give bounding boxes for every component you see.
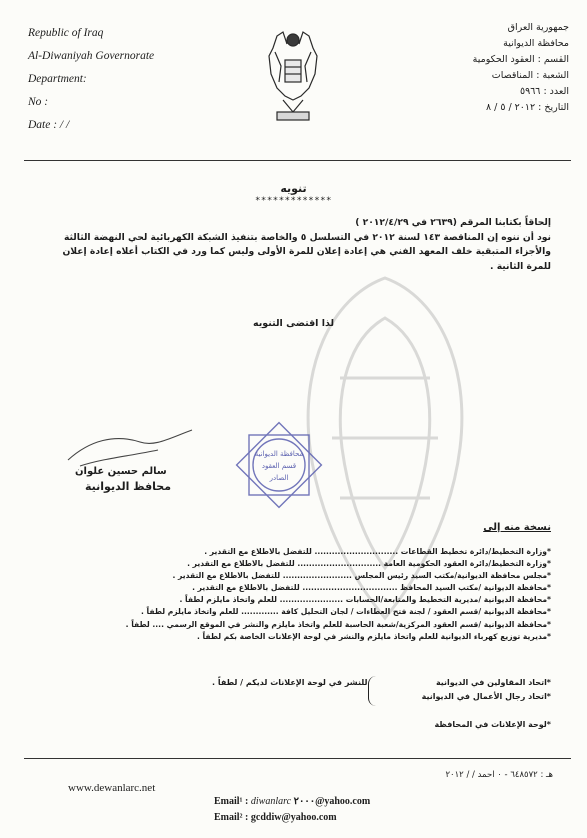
signatory-name: سالم حسين علوان [75,466,167,477]
list-item: *محافظة الديوانية /قسم العقود / لجنة فتح العطاءات / لجان التحليل كافة ............. للعلم واتخاذ مايلزم لطفاً . [141,607,551,617]
date-ar: التاريخ : ٢٠١٢ / ٥ / ٨ [485,102,569,113]
list-item: *اتحاد رجال الأعمال في الديوانية [421,692,551,701]
email-1-user: diwanlarc [250,796,292,807]
grouping-brace [368,676,379,706]
list-item: *محافظة الديوانية /قسم العقود المركزية/شعبة الحاسبة للعلم واتخاذ مايلزم والنشر في الموقع الرسمي .... لطفاً . [125,619,551,629]
official-stamp-icon [232,418,326,512]
stamp-line-3: الصادر [269,474,289,482]
governorate-en: Al-Diwaniyah Governorate [28,50,155,62]
email-1-label: Email¹ : [214,796,251,807]
header-divider [24,160,571,161]
closing-line: لذا اقتضى التنويه [252,318,335,329]
eagle-emblem-icon [263,26,323,126]
reference-paragraph: إلحاقاً بكتابنا المرقم (٢٦٣٩ في ٢٠١٢/٤/٢٩ ) [355,217,551,228]
email-1-domain: ٢٠٠٠@yahoo.com [291,796,371,807]
email-2-address: gcddiw@yahoo.com [250,812,337,823]
date-en: Date : / / [28,119,70,131]
list-item: *اتحاد المقاولين في الديوانية [435,678,551,687]
notice-board-item: *لوحة الإعلانات في المحافظة [434,720,551,729]
list-item: *وزارة التخطيط/دائرة العقود الحكومية العامة ............................. للتفضل بالاطلاع مع التقدير . [187,559,551,569]
office-ar: القسم : العقود الحكومية [472,54,569,65]
number-en: No : [28,96,49,108]
signatory-title: محافظ الديوانية [85,480,172,493]
list-item: *وزارة التخطيط/دائرة تخطيط القطاعات ............................. للتفضل بالاطلاع مع التقدير . [204,547,551,556]
footer-website: www.dewanlarc.net [68,782,156,794]
unit-ar: الشعبة : المناقصات [491,70,569,81]
department-en: Department: [28,73,87,85]
country-ar: جمهورية العراق [507,22,569,33]
list-item: *مديرية توزيع كهرباء الديوانية للعلم واتخاذ مايلزم والنشر في لوحة الإعلانات الخاصة بكم لطفاً . [197,631,551,641]
footer-email-2 [214,812,337,823]
notice-paragraph: نود أن ننوه إن المناقصة ١٤٣ لسنة ٢٠١٢ في التسلسل ٥ والخاصة بتنفيذ الشبكة الكهربائية لحي النهضة الثالثة والأجزاء المتبقية خلف المعهد الفني هي إعادة إعلان للمرة الأولى وليس كما ورد في الكتاب أعلاه إعادة إعلان للمرة الثانية . [62,231,551,272]
footer-divider [24,758,571,759]
publication-list [422,676,551,704]
letterhead-arabic [473,20,569,116]
letterhead-english [28,22,154,137]
distribution-list [58,546,551,643]
list-item: *مجلس محافظة الديوانية/مكتب السيد رئيس المجلس ........................ للتفضل بالاطلاع مع التقدير . [172,571,551,581]
country-en: Republic of Iraq [28,27,104,39]
copies-heading: نسخة منه إلى [483,522,551,533]
stamp-line-1: محافظة الديوانية [254,450,304,458]
document-body [52,216,551,274]
email-2-label: Email² : [214,812,251,823]
list-item: *محافظة الديوانية /مديرية التخطيط والمتابعة/الحسابات ...................... للعلم واتخاذ مايلزم لطفاً . [179,595,551,605]
footer-phone: هـ : ٦٤٨٥٧٢ - ٠ احمد / / ٢٠١٢ [445,770,553,780]
number-ar: العدد : ٥٩٦٦ [520,86,569,97]
list-item: *محافظة الديوانية /مكتب السيد المحافظ ................................. للتفضل بالاطلاع مع التقدير . [192,583,551,593]
governorate-ar: محافظة الديوانية [503,38,569,49]
document-title: تنويه [280,182,307,195]
footer-email-1 [214,796,370,807]
publication-note: للنشر في لوحة الإعلانات لديكم / لطفاً . [212,678,368,687]
title-ornament: ************* [255,196,332,206]
stamp-line-2: قسم العقود [261,462,297,470]
